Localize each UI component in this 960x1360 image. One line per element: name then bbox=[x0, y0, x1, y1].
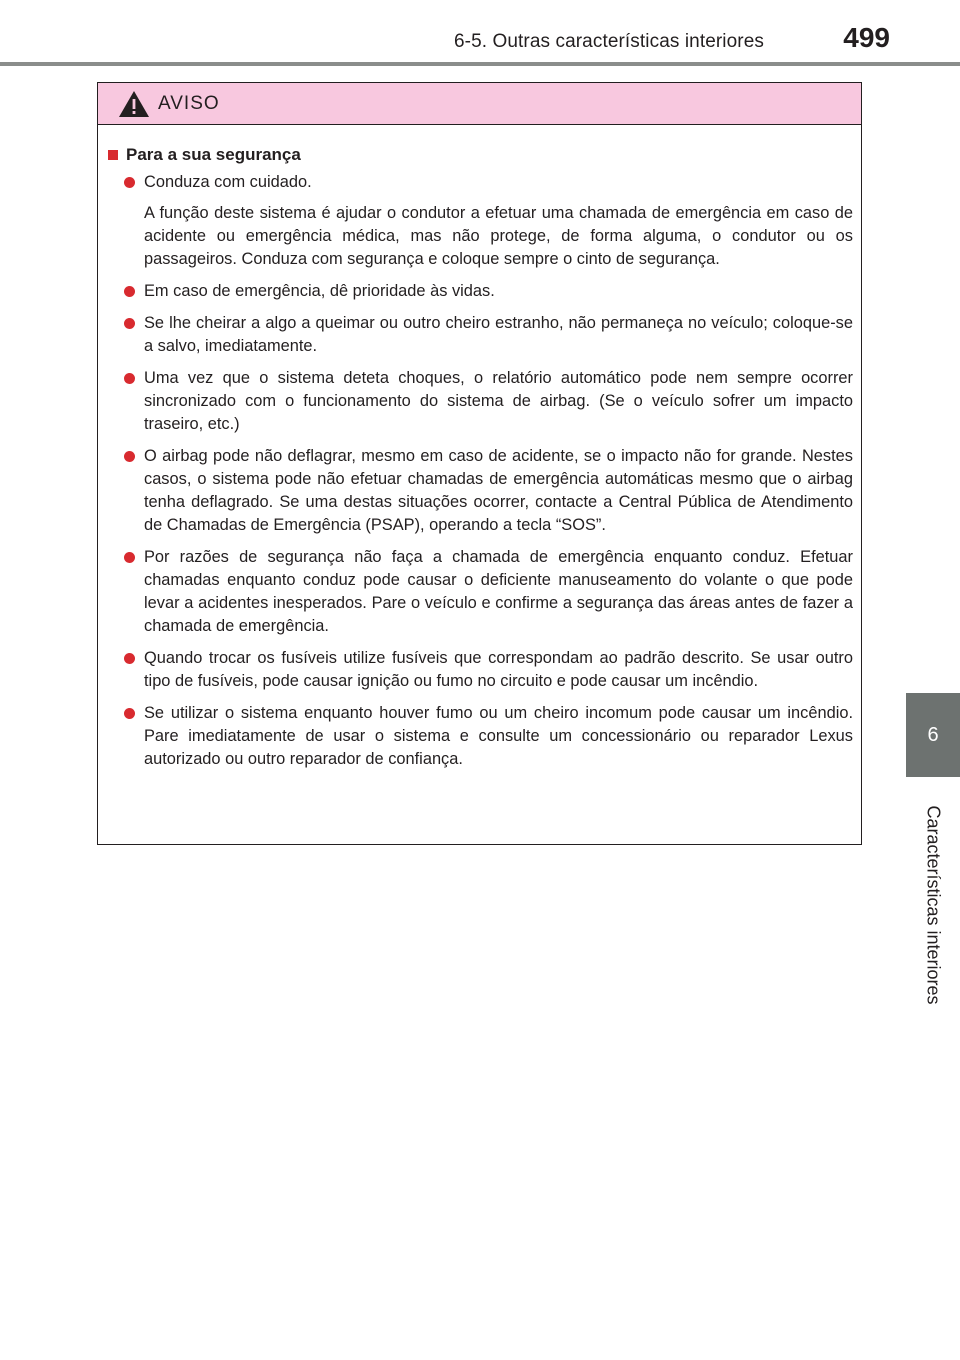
warning-item-text: Quando trocar os fusíveis utilize fusíveis que correspondam ao padrão descrito. Se usar outro tipo de fusíveis, pode causar ignição ou fumo no circuito e pode causar um incêndio. bbox=[144, 649, 853, 690]
warning-header bbox=[98, 83, 861, 125]
warning-item bbox=[106, 546, 853, 638]
circle-bullet-icon bbox=[124, 373, 135, 384]
circle-bullet-icon bbox=[124, 552, 135, 563]
warning-item-text: Se lhe cheirar a algo a queimar ou outro cheiro estranho, não permaneça no veículo; coloque-se a salvo, imediatamente. bbox=[144, 314, 853, 355]
warning-items bbox=[106, 171, 853, 771]
warning-item bbox=[106, 445, 853, 537]
warning-item bbox=[106, 312, 853, 358]
warning-item-text: Em caso de emergência, dê prioridade às vidas. bbox=[144, 282, 495, 300]
circle-bullet-icon bbox=[124, 177, 135, 188]
warning-item-text: O airbag pode não deflagrar, mesmo em caso de acidente, se o impacto não for grande. Nestes casos, o sistema pode não efetuar chamadas de emergência automáticas mesmo que o airbag tenha deflagrado. Se uma destas situações ocorrer, contacte a Central Pública de Atendimento de Chamadas de Emergência (PSAP), operando a tecla “SOS”. bbox=[144, 447, 853, 534]
warning-triangle-icon bbox=[118, 90, 150, 118]
circle-bullet-icon bbox=[124, 451, 135, 462]
chapter-number: 6 bbox=[927, 723, 939, 746]
warning-item-text: Conduza com cuidado. bbox=[144, 173, 312, 191]
warning-item-text: Uma vez que o sistema deteta choques, o relatório automático pode nem sempre ocorrer sincronizado com o funcionamento do sistema de airbag. (Se o veículo sofrer um impacto traseiro, etc.) bbox=[144, 369, 853, 433]
warning-label: AVISO bbox=[158, 92, 220, 114]
chapter-title-vertical: Características interiores bbox=[923, 805, 944, 1005]
warning-body bbox=[98, 125, 861, 771]
section-title-header: 6-5. Outras características interiores bbox=[453, 31, 764, 52]
warning-item bbox=[106, 280, 853, 303]
page-header bbox=[0, 0, 960, 70]
warning-item bbox=[106, 367, 853, 436]
warning-item-text: Se utilizar o sistema enquanto houver fumo ou um cheiro incomum pode causar um incêndio. Pare imediatamente de usar o sistema e consulte um concessionário ou reparador Lexus autorizado ou outro reparador de confiança. bbox=[144, 704, 853, 768]
warning-section-title bbox=[106, 145, 853, 165]
chapter-tab bbox=[906, 693, 960, 777]
warning-item bbox=[106, 702, 853, 771]
square-bullet-icon bbox=[108, 150, 118, 160]
warning-item bbox=[106, 647, 853, 693]
warning-item bbox=[106, 171, 853, 271]
circle-bullet-icon bbox=[124, 318, 135, 329]
warning-section-title-text: Para a sua segurança bbox=[126, 145, 301, 164]
header-rule bbox=[0, 62, 960, 66]
warning-box bbox=[97, 82, 862, 845]
circle-bullet-icon bbox=[124, 286, 135, 297]
warning-item-text: Por razões de segurança não faça a chamada de emergência enquanto conduz. Efetuar chamadas enquanto conduz pode causar o deficiente manuseamento do volante o que pode levar a acidentes inesperados. Pare o veículo e confirme a segurança das áreas antes de fazer a chamada de emergência. bbox=[144, 548, 853, 635]
circle-bullet-icon bbox=[124, 708, 135, 719]
page-number: 499 bbox=[843, 22, 890, 53]
warning-item-subtext: A função deste sistema é ajudar o condutor a efetuar uma chamada de emergência em caso de acidente ou emergência médica, mas não protege, de forma alguma, o condutor ou os passageiros. Conduza com segurança e coloque sempre o cinto de segurança. bbox=[144, 204, 853, 268]
circle-bullet-icon bbox=[124, 653, 135, 664]
